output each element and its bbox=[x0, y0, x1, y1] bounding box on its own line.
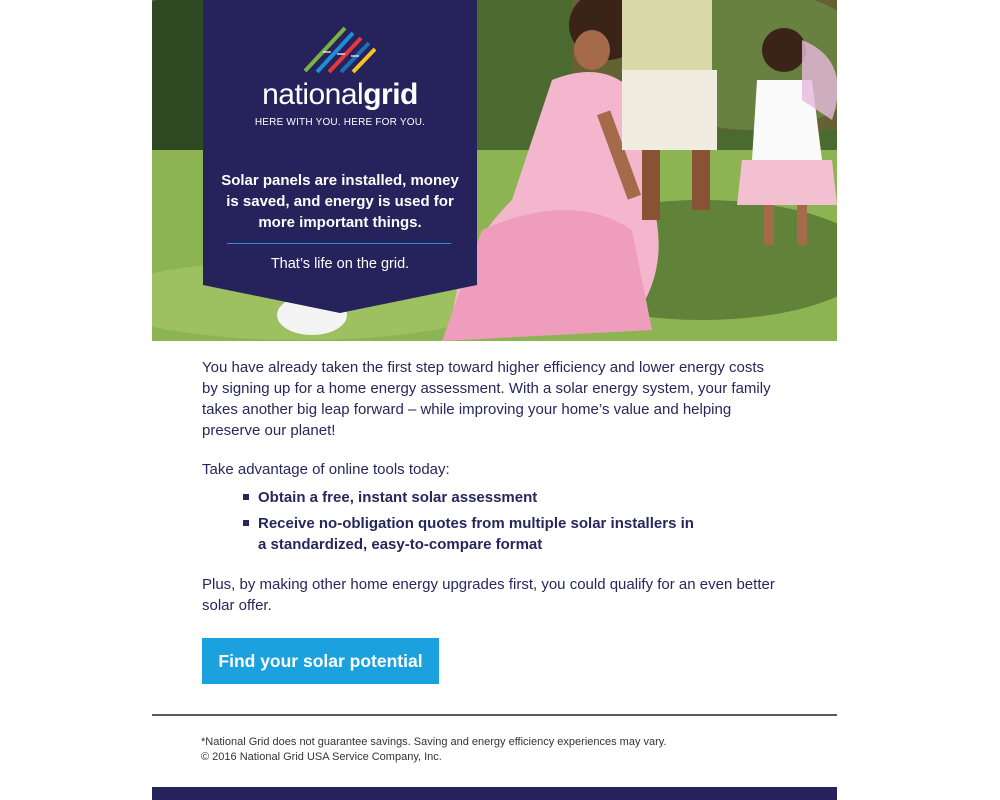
upgrade-paragraph: Plus, by making other home energy upgrades first, you could qualify for an even better solar offer. bbox=[202, 576, 775, 614]
banner-divider bbox=[227, 243, 451, 244]
bottom-bar bbox=[152, 787, 837, 800]
tools-list bbox=[242, 487, 712, 560]
bullet-square-icon bbox=[243, 494, 249, 500]
intro-paragraph: You have already taken the first step toward higher efficiency and lower energy costs by signing up for a home energy assessment. With a solar energy system, your family takes another big leap forward – while improving your home’s value and helping preserve our planet! bbox=[202, 359, 771, 439]
footer-divider bbox=[152, 714, 837, 716]
hero-subline: That’s life on the grid. bbox=[270, 256, 410, 272]
brand-wordmark-light: national bbox=[262, 78, 364, 111]
footer-disclaimer: *National Grid does not guarantee savings. Saving and energy efficiency experiences may vary. bbox=[201, 736, 667, 748]
brand-wordmark-bold: grid bbox=[363, 78, 418, 111]
tools-intro: Take advantage of online tools today: bbox=[202, 461, 450, 478]
hero-image bbox=[152, 0, 837, 341]
brand-tagline: HERE WITH YOU. HERE FOR YOU. bbox=[254, 117, 426, 128]
email-container bbox=[152, 0, 837, 800]
footer-copyright: © 2016 National Grid USA Service Company, Inc. bbox=[201, 751, 442, 763]
message-banner bbox=[203, 0, 477, 313]
bullet-square-icon bbox=[243, 520, 249, 526]
list-item bbox=[242, 513, 698, 555]
national-grid-logo-icon bbox=[301, 24, 379, 78]
list-item-text: Obtain a free, instant solar assessment bbox=[258, 489, 538, 506]
brand-wordmark bbox=[203, 78, 477, 112]
hero-headline: Solar panels are installed, money is saved, and energy is used for more important things. bbox=[221, 172, 459, 231]
footer-legal bbox=[201, 735, 667, 765]
find-solar-potential-button[interactable]: Find your solar potential bbox=[202, 638, 439, 684]
list-item-text: Receive no-obligation quotes from multiple solar installers in a standardized, easy-to-compare format bbox=[258, 515, 694, 553]
list-item bbox=[242, 487, 712, 508]
